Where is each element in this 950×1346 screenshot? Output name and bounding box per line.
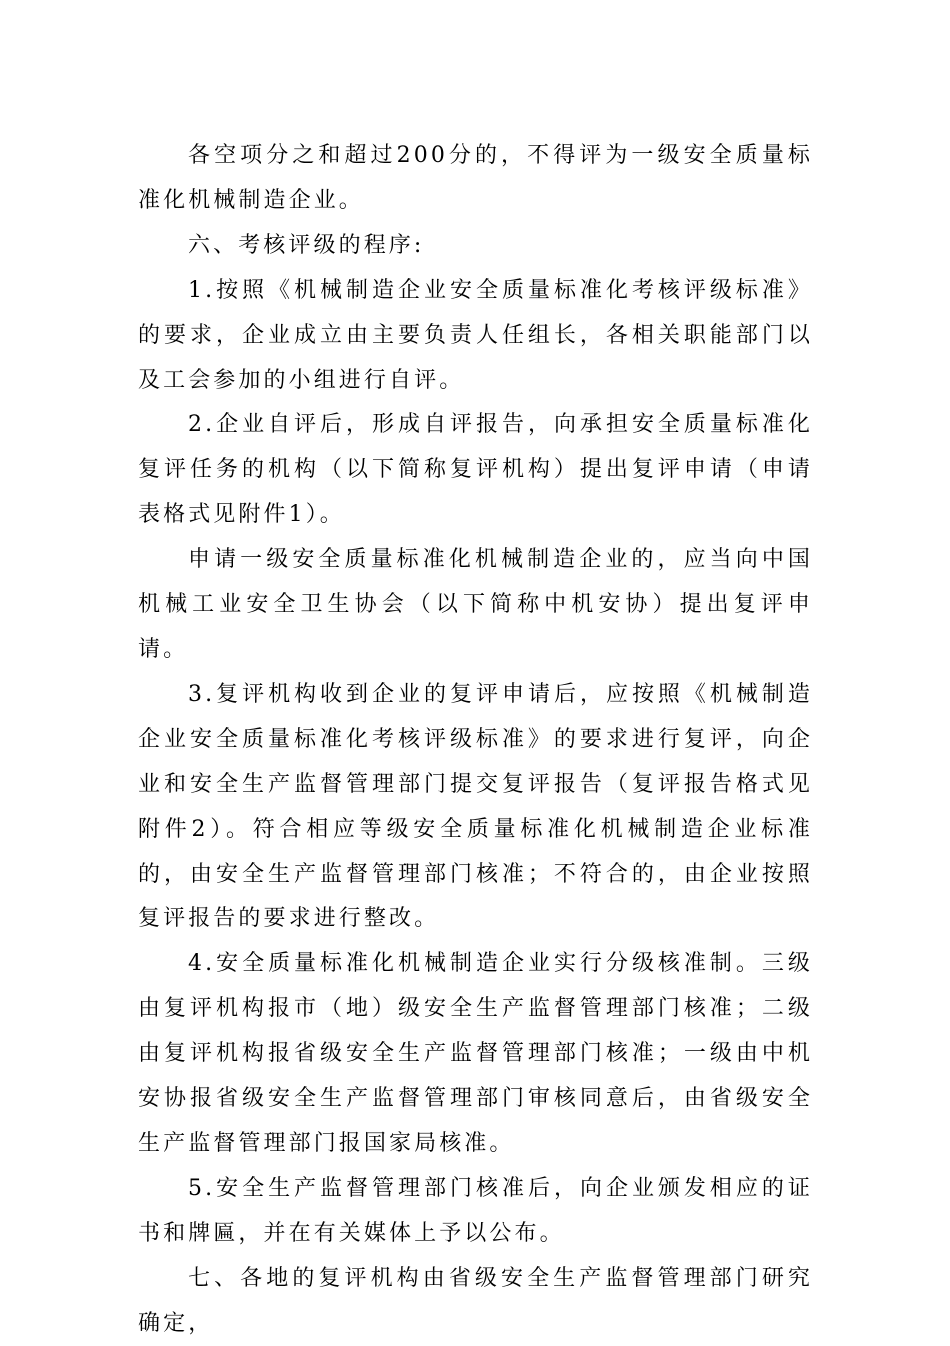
paragraph-step-2: 2.企业自评后，形成自评报告，向承担安全质量标准化复评任务的机构（以下简称复评机构）提出复评申请（申请表格式见附件1）。 [138, 412, 813, 528]
paragraph-step-3: 3.复评机构收到企业的复评申请后，应按照《机械制造企业安全质量标准化考核评级标准》的要求进行复评，向企业和安全生产监督管理部门提交复评报告（复评报告格式见附件2）。符合相应等级安全质量标准化机械制造企业标准的，由安全生产监督管理部门核准；不符合的，由企业按照复评报告的要求进行整改。 [138, 681, 813, 932]
section-heading-procedure: 六、考核评级的程序: [188, 232, 425, 258]
paragraph-level-one-application: 申请一级安全质量标准化机械制造企业的，应当向中国机械工业安全卫生协会（以下简称中机安协）提出复评申请。 [138, 547, 813, 662]
paragraph-step-1: 1.按照《机械制造企业安全质量标准化考核评级标准》的要求，企业成立由主要负责人任组长，各相关职能部门以及工会参加的小组进行自评。 [138, 277, 813, 393]
section-heading-review-agencies: 七、各地的复评机构由省级安全生产监督管理部门研究确定， [138, 1265, 813, 1336]
paragraph-step-5: 5.安全生产监督管理部门核准后，向企业颁发相应的证书和牌匾，并在有关媒体上予以公布。 [138, 1175, 813, 1246]
paragraph-step-4: 4.安全质量标准化机械制造企业实行分级核准制。三级由复评机构报市（地）级安全生产监督管理部门核准；二级由复评机构报省级安全生产监督管理部门核准；一级由中机安协报省级安全生产监督管理部门审核同意后，由省级安全生产监督管理部门报国家局核准。 [138, 951, 813, 1156]
paragraph-score-limit: 各空项分之和超过200分的，不得评为一级安全质量标准化机械制造企业。 [138, 143, 813, 213]
document-page [138, 134, 813, 1346]
